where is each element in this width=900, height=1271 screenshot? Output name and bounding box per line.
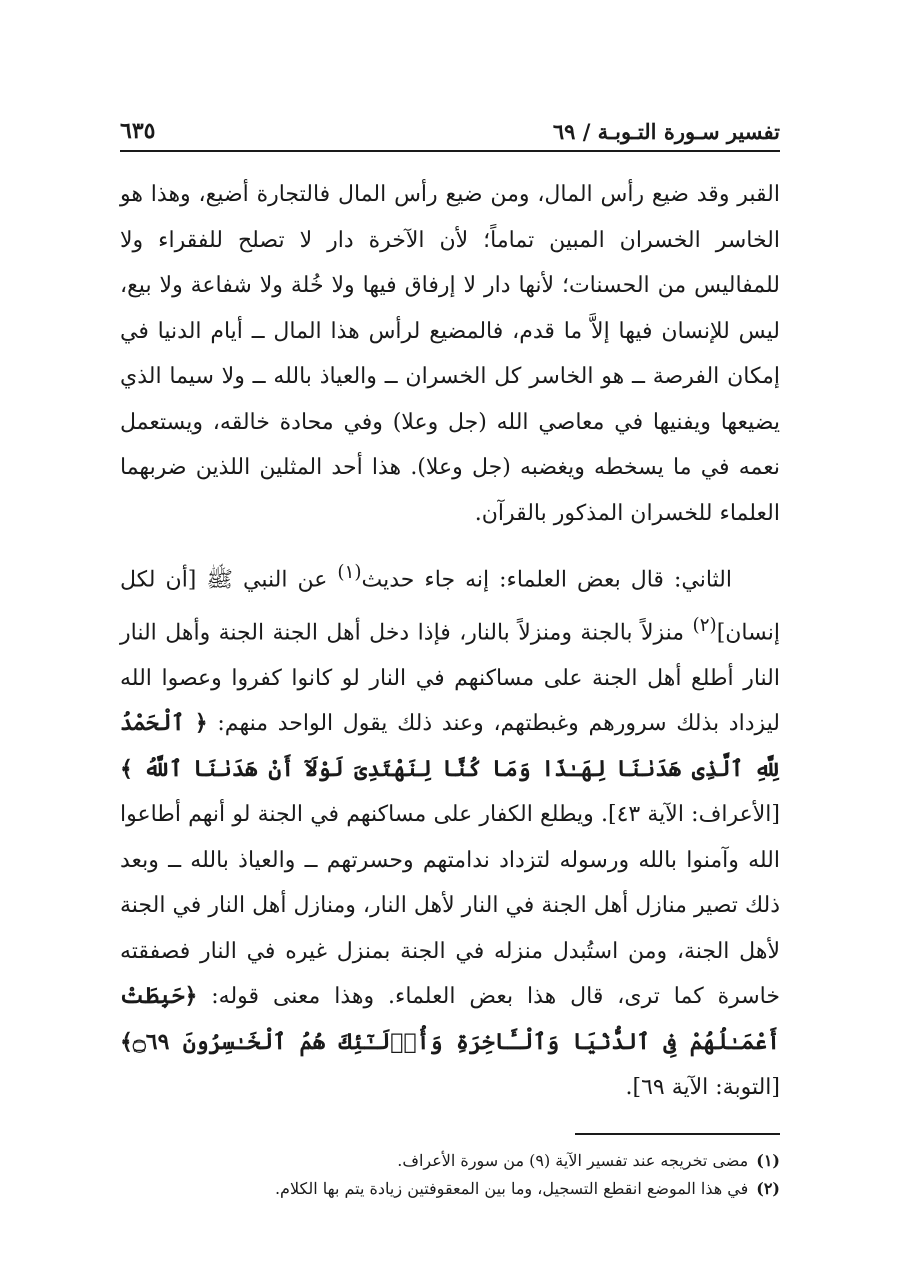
footnote-1-number: (١) [756, 1150, 780, 1170]
quran-verse-2: ﴿حَبِطَتْ أَعْمَـٰلُهُمْ فِى ٱلدُّنْيَا وَٱلْـَٔاخِرَةِ وَأُو۟لَـٰٓئِكَ هُمُ ٱلْخَـٰسِرُونَ ۝٦٩﴾ [120, 983, 780, 1055]
footnote-2-number: (٢) [756, 1178, 780, 1198]
p2-text-3: منزلاً بالجنة ومنزلاً بالنار، فإذا دخل أهل الجنة الجنة وأهل النار النار أطلع أهل الجنة على مساكنهم في النار لو كانوا كفروا وعصوا الله ليزداد بذلك سرورهم وغبطتهم، وعند ذلك يقول الواحد منهم: [120, 620, 780, 737]
footnote-divider [575, 1133, 780, 1135]
page [120, 110, 780, 1203]
footnotes [120, 1147, 780, 1203]
p2-text-4: [الأعراف: الآية ٤٣]. ويطلع الكفار على مساكنهم في الجنة لو أنهم أطاعوا الله وآمنوا بالله ورسوله لتزداد ندامتهم وحسرتهم ــ والعياذ بالله ــ وبعد ذلك تصير منازل أهل الجنة في النار لأهل النار، ومنازل أهل النار في الجنة لأهل الجنة، ومن استُبدل منزله في الجنة بمنزل غيره في النار فصفقته خاسرة كما ترى، قال هذا بعض العلماء. وهذا معنى قوله: [120, 802, 780, 1010]
footnote-2-text: في هذا الموضع انقطع التسجيل، وما بين المعقوفتين زيادة يتم بها الكلام. [274, 1178, 749, 1198]
header-title: تفسير سـورة التـوبـة / ٦٩ [552, 119, 780, 144]
p2-text-1: الثاني: قال بعض العلماء: إنه جاء حديث [361, 567, 732, 593]
body-text [120, 172, 780, 1111]
paragraph-1: القبر وقد ضيع رأس المال، ومن ضيع رأس المال فالتجارة أضيع، وهذا هو الخاسر الخسران المبين تماماً؛ لأن الآخرة دار لا تصلح للفقراء ولا للمفاليس من الحسنات؛ لأنها دار لا إرفاق فيها ولا خُلة ولا شفاعة ولا بيع، ليس للإنسان فيها إلاَّ ما قدم، فالمضيع لرأس هذا المال ــ أيام الدنيا في إمكان الفرصة ــ هو الخاسر كل الخسران ــ والعياذ بالله ــ ولا سيما الذي يضيعها ويفنيها في معاصي الله (جل وعلا) وفي محادة خالقه، ويستعمل نعمه في ما يسخطه ويغضبه (جل وعلا). هذا أحد المثلين اللذين ضربهما العلماء للخسران المذكور بالقرآن. [120, 182, 780, 526]
footnote-ref-1[interactable]: (١) [337, 562, 362, 583]
p2-text-5: [التوبة: الآية ٦٩]. [625, 1075, 780, 1101]
paragraph-2 [120, 550, 780, 1111]
p2-text-2: عن النبي ﷺ [أن لكل إنسان] [120, 567, 780, 646]
footnote-2 [120, 1175, 780, 1203]
page-number: ٦٣٥ [120, 118, 156, 144]
footnote-1 [120, 1147, 780, 1175]
footnote-1-text: مضى تخريجه عند تفسير الآية (٩) من سورة الأعراف. [397, 1150, 749, 1170]
running-header [120, 110, 780, 152]
footnote-ref-2[interactable]: (٢) [692, 614, 717, 636]
quran-verse-1: ﴿ ٱلْحَمْدُ لِلَّهِ ٱلَّذِى هَدَىٰنَا لِهَـٰذَا وَمَا كُنَّا لِنَهْتَدِىَ لَوْلَآ أَنْ هَدَىٰنَا ٱللَّهُ ﴾ [120, 710, 780, 782]
